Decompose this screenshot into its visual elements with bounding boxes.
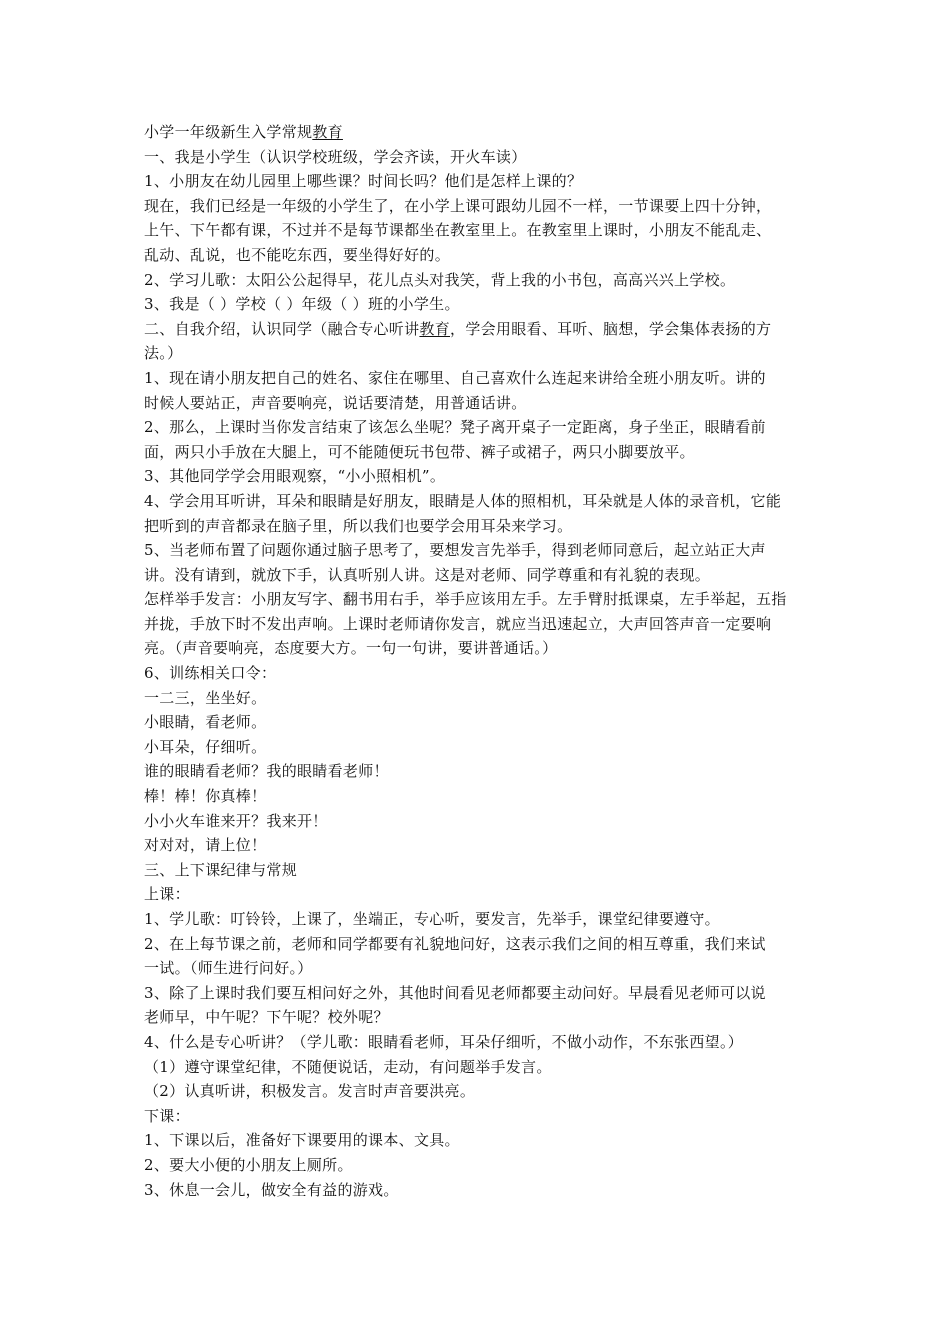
text-line: [144, 612, 814, 637]
text-run: 3、我是（ ）学校（ ）年级（ ）班的小学生。: [144, 295, 460, 314]
text-line: [144, 366, 814, 391]
text-line: [144, 268, 814, 293]
text-run: 6、训练相关口令：: [144, 664, 277, 683]
document-body: [144, 120, 814, 1202]
text-run: 4、什么是专心听讲？（学儿歌：眼睛看老师，耳朵仔细听，不做小动作，不东张西望。）: [144, 1032, 744, 1051]
text-line: [144, 145, 814, 170]
text-line: [144, 563, 814, 588]
text-line: [144, 1005, 814, 1030]
text-run: 一二三，坐坐好。: [144, 688, 267, 707]
text-line: [144, 587, 814, 612]
text-run: 3、其他同学学会用眼观察，“小小照相机”。: [144, 467, 446, 486]
text-run: 1、学儿歌：叮铃铃，上课了，坐端正，专心听，要发言，先举手，课堂纪律要遵守。: [144, 910, 720, 928]
text-line: [144, 538, 814, 563]
text-run: 5、当老师布置了问题你通过脑子思考了，要想发言先举手，得到老师同意后，起立站正大声: [144, 541, 766, 560]
text-run: 2、那么，上课时当你发言结束了该怎么坐呢？凳子离开桌子一定距离，身子坐正，眼睛看前: [144, 418, 766, 437]
text-run: 现在，我们已经是一年级的小学生了，在小学上课可跟幼儿园不一样，一节课要上四十分钟，: [144, 196, 772, 215]
text-line: [144, 636, 814, 661]
text-run: 1、下课以后，准备好下课要用的课本、文具。: [144, 1131, 460, 1150]
text-run: 小学一年级新生入学常规: [144, 123, 313, 141]
text-run: 小耳朵，仔细听。: [144, 737, 267, 756]
text-run: 法。）: [144, 344, 183, 363]
text-line: [144, 1030, 814, 1055]
text-line: [144, 735, 814, 760]
text-run: 2、学习儿歌：太阳公公起得早，花儿点头对我笑，背上我的小书包，高高兴兴上学校。: [144, 270, 736, 289]
text-run: 1、小朋友在幼儿园里上哪些课？时间长吗？他们是怎样上课的？: [144, 172, 583, 191]
underlined-term: 教育: [312, 123, 343, 141]
document-title: [144, 120, 814, 145]
text-line: [144, 809, 814, 834]
text-run: 把听到的声音都录在脑子里，所以我们也要学会用耳朵来学习。: [144, 516, 573, 535]
text-line: [144, 341, 814, 366]
text-line: [144, 292, 814, 317]
text-line: [144, 981, 814, 1006]
text-run: 讲。没有请到，就放下手，认真听别人讲。这是对老师、同学尊重和有礼貌的表现。: [144, 565, 711, 584]
text-run: 3、除了上课时我们要互相问好之外，其他时间看见老师都要主动问好。早晨看见老师可以说: [144, 983, 766, 1002]
text-run: 对对对，请上位！: [144, 836, 267, 855]
text-run: 一、我是小学生（认识学校班级，学会齐读，开火车读）: [144, 147, 527, 166]
text-run: 1、现在请小朋友把自己的姓名、家住在哪里、自己喜欢什么连起来讲给全班小朋友听。讲的: [144, 368, 766, 387]
text-run: 上课：: [144, 885, 190, 904]
text-line: [144, 415, 814, 440]
text-run: 2、在上每节课之前，老师和同学都要有礼貌地问好，这表示我们之间的相互尊重，我们来试: [144, 934, 766, 953]
text-line: [144, 194, 814, 219]
text-line: [144, 464, 814, 489]
text-run: 上午、下午都有课，不过并不是每节课都坐在教室里上。在教室里上课时，小朋友不能乱走、: [144, 221, 772, 240]
text-run: 3、休息一会儿，做安全有益的游戏。: [144, 1180, 399, 1199]
text-run: 4、学会用耳听讲，耳朵和眼睛是好朋友，眼睛是人体的照相机，耳朵就是人体的录音机，它能: [144, 491, 782, 510]
text-run: 小小火车谁来开？我来开！: [144, 811, 328, 830]
text-line: [144, 1079, 814, 1104]
text-line: [144, 784, 814, 809]
text-run: 2、要大小便的小朋友上厕所。: [144, 1155, 353, 1174]
text-line: [144, 686, 814, 711]
text-line: [144, 858, 814, 883]
text-run: 时候人要站正，声音要响亮，说话要清楚，用普通话讲。: [144, 393, 527, 412]
text-run: （2）认真听讲，积极发言。发言时声音要洪亮。: [144, 1082, 476, 1101]
text-line: [144, 833, 814, 858]
text-line: [144, 1055, 814, 1080]
text-run: 并拢，手放下时不发出声响。上课时老师请你发言，就应当迅速起立，大声回答声音一定要响: [144, 614, 772, 633]
text-run: ，学会用眼看、耳听、脑想，学会集体表扬的方: [450, 319, 772, 338]
text-run: 下课：: [144, 1106, 190, 1125]
text-run: 怎样举手发言：小朋友写字、翻书用右手，举手应该用左手。左手臂肘抵课桌，左手举起，五指: [144, 590, 787, 609]
text-line: [144, 710, 814, 735]
text-line: [144, 932, 814, 957]
text-run: 棒！棒！你真棒！: [144, 787, 267, 806]
text-run: 小眼睛，看老师。: [144, 713, 267, 732]
text-run: 谁的眼睛看老师？我的眼睛看老师！: [144, 762, 389, 781]
text-line: [144, 489, 814, 514]
text-line: [144, 759, 814, 784]
underlined-term: 教育: [419, 319, 451, 338]
text-run: 乱动、乱说，也不能吃东西，要坐得好好的。: [144, 245, 451, 264]
text-run: 老师早，中午呢？下午呢？校外呢？: [144, 1008, 389, 1027]
text-line: [144, 1153, 814, 1178]
text-line: [144, 1104, 814, 1129]
text-line: [144, 1178, 814, 1203]
text-line: [144, 1128, 814, 1153]
text-run: 三、上下课纪律与常规: [144, 860, 298, 879]
text-line: [144, 169, 814, 194]
text-line: [144, 882, 814, 907]
text-line: [144, 391, 814, 416]
text-line: [144, 243, 814, 268]
text-line: [144, 218, 814, 243]
text-line: [144, 907, 814, 932]
text-run: （1）遵守课堂纪律，不随便说话，走动，有问题举手发言。: [144, 1057, 552, 1076]
text-line: [144, 317, 814, 342]
text-run: 面，两只小手放在大腿上，可不能随便玩书包带、裤子或裙子，两只小脚要放平。: [144, 442, 695, 461]
text-line: [144, 661, 814, 686]
text-run: 亮。（声音要响亮，态度要大方。一句一句讲，要讲普通话。）: [144, 639, 558, 658]
text-line: [144, 956, 814, 981]
text-run: 一试。（师生进行问好。）: [144, 959, 313, 978]
text-line: [144, 514, 814, 539]
text-run: 二、自我介绍，认识同学（融合专心听讲: [144, 319, 420, 338]
text-line: [144, 440, 814, 465]
